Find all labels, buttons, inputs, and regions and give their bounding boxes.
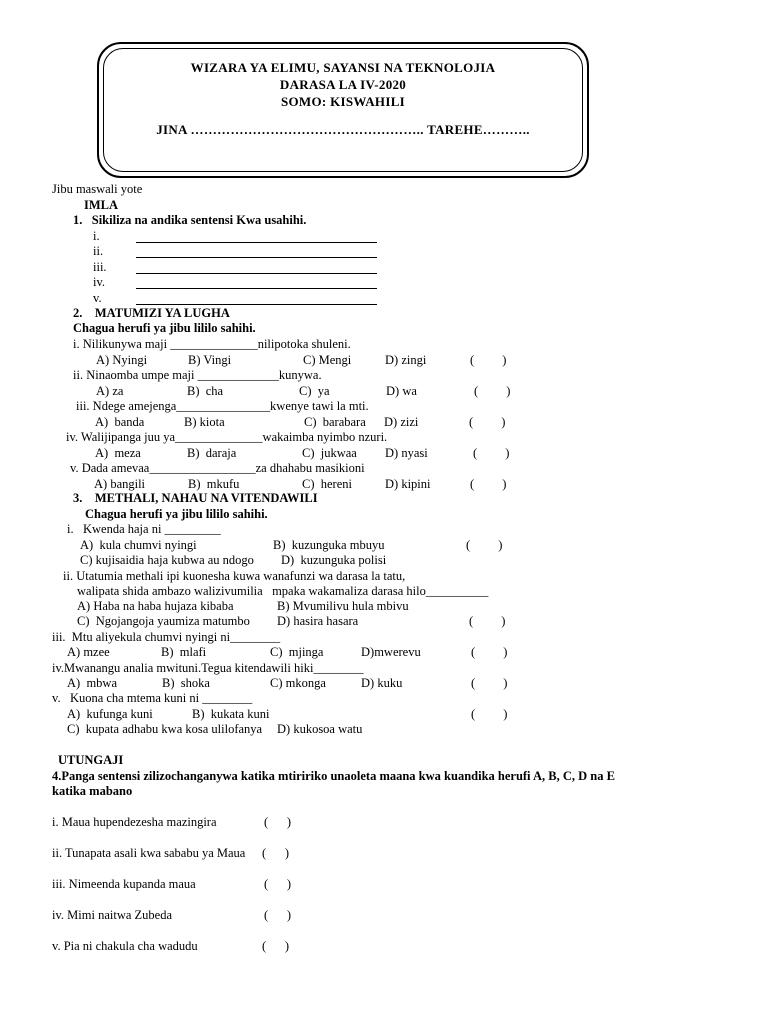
option-b: B) mkufu [188, 477, 240, 491]
answer-line[interactable] [136, 242, 377, 243]
sentence-item: iii. Nimeenda kupanda maua [52, 877, 196, 891]
answer-line[interactable] [136, 304, 377, 305]
option-a: A) mbwa [67, 676, 117, 690]
subject-title: SOMO: KISWAHILI [280, 94, 406, 109]
question-4: 4.Panga sentensi zilizochanganywa katika mtiririko unaoleta maana kwa kuandika herufi A, B, C, D na E [52, 769, 615, 783]
section-methali-title: 3. METHALI, NAHAU NA VITENDAWILI [73, 491, 318, 505]
option-a: A) Haba na haba hujaza kibaba [77, 599, 234, 613]
option-c: C) mjinga [270, 645, 324, 659]
header-box [97, 42, 589, 178]
option-a: A) za [96, 384, 124, 398]
option-d: D) kuzunguka polisi [281, 553, 387, 567]
option-d: D) kuku [361, 676, 403, 690]
option-c: C) hereni [302, 477, 352, 491]
answer-parentheses[interactable]: ( ) [262, 939, 290, 953]
option-b: B) kuzunguka mbuyu [273, 538, 385, 552]
answer-parentheses[interactable]: ( ) [264, 815, 292, 829]
option-a: A) Nyingi [96, 353, 148, 367]
option-c: C) jukwaa [302, 446, 357, 460]
answer-parentheses[interactable]: ( ) [471, 676, 508, 690]
answer-parentheses[interactable]: ( ) [470, 353, 507, 367]
option-c: C) kupata adhabu kwa kosa ulilofanya [67, 722, 263, 736]
answer-parentheses[interactable]: ( ) [471, 645, 508, 659]
option-d: D) kipini [385, 477, 431, 491]
question-text: ii. Ninaomba umpe maji _____________kunywa. [73, 368, 322, 382]
option-c: C) barabara [304, 415, 366, 429]
option-b: B) kukata kuni [192, 707, 270, 721]
option-b: B) shoka [162, 676, 210, 690]
option-c: C) Mengi [303, 353, 352, 367]
answer-line[interactable] [136, 257, 377, 258]
grade-title: DARASA LA IV-2020 [279, 77, 407, 92]
question-1: 1. Sikiliza na andika sentensi Kwa usahihi. [73, 213, 307, 227]
answer-line[interactable] [136, 273, 377, 274]
option-c: C) kujisaidia haja kubwa au ndogo [80, 553, 254, 567]
sentence-item: ii. Tunapata asali kwa sababu ya Maua [52, 846, 246, 860]
section-lugha-instruction: Chagua herufi ya jibu lililo sahihi. [73, 321, 256, 335]
option-b: B) Vingi [188, 353, 232, 367]
answer-parentheses[interactable]: ( ) [474, 384, 511, 398]
question-text: i. Nilikunywa maji ______________nilipotoka shuleni. [73, 337, 351, 351]
option-c: C) mkonga [270, 676, 326, 690]
sentence-item: i. Maua hupendezesha mazingira [52, 815, 217, 829]
question-text: i. Kwenda haja ni _________ [67, 522, 221, 536]
option-a: A) mzee [67, 645, 110, 659]
general-instruction: Jibu maswali yote [52, 182, 143, 196]
question-text: iii. Ndege amejenga_______________kwenye tawi la mti. [76, 399, 369, 413]
answer-numeral: v. [93, 291, 102, 305]
answer-parentheses[interactable]: ( ) [262, 846, 290, 860]
answer-numeral: i. [93, 229, 100, 243]
answer-parentheses[interactable]: ( ) [466, 538, 503, 552]
sentence-item: iv. Mimi naitwa Zubeda [52, 908, 172, 922]
option-d: D)mwerevu [361, 645, 421, 659]
answer-numeral: iv. [93, 275, 106, 289]
option-a: A) kula chumvi nyingi [80, 538, 197, 552]
option-b: B) kiota [184, 415, 225, 429]
answer-parentheses[interactable]: ( ) [469, 614, 506, 628]
option-d: D) kukosoa watu [277, 722, 363, 736]
answer-parentheses[interactable]: ( ) [264, 908, 292, 922]
section-utungaji-title: UTUNGAJI [58, 753, 124, 767]
answer-parentheses[interactable]: ( ) [473, 446, 510, 460]
answer-numeral: iii. [93, 260, 107, 274]
question-text: ii. Utatumia methali ipi kuonesha kuwa wanafunzi wa darasa la tatu, [63, 569, 406, 583]
question-text-continued: walipata shida ambazo walizivumilia mpaka wakamaliza darasa hilo__________ [77, 584, 489, 598]
question-text: iv.Mwanangu analia mwituni.Tegua kitendawili hiki________ [52, 661, 364, 675]
answer-line[interactable] [136, 288, 377, 289]
option-c: C) Ngojangoja yaumiza matumbo [77, 614, 250, 628]
ministry-title: WIZARA YA ELIMU, SAYANSI NA TEKNOLOJIA [190, 60, 496, 75]
answer-parentheses[interactable]: ( ) [469, 415, 506, 429]
option-d: D) nyasi [385, 446, 428, 460]
sentence-item: v. Pia ni chakula cha wadudu [52, 939, 198, 953]
question-text: iii. Mtu aliyekula chumvi nyingi ni________ [52, 630, 281, 644]
option-b: B) mlafi [161, 645, 207, 659]
option-a: A) bangili [94, 477, 146, 491]
question-text: v. Dada amevaa_________________za dhahabu masikioni [70, 461, 365, 475]
name-date-line: JINA …………………………………………….. TAREHE……….. [156, 122, 530, 137]
answer-parentheses[interactable]: ( ) [471, 707, 508, 721]
question-4-continued: katika mabano [52, 784, 133, 798]
answer-parentheses[interactable]: ( ) [264, 877, 292, 891]
option-b: B) cha [187, 384, 224, 398]
section-lugha-title: 2. MATUMIZI YA LUGHA [73, 306, 230, 320]
section-imla-title: IMLA [84, 198, 119, 212]
question-text: v. Kuona cha mtema kuni ni ________ [52, 691, 253, 705]
option-c: C) ya [299, 384, 330, 398]
option-a: A) banda [95, 415, 145, 429]
option-a: A) kufunga kuni [67, 707, 153, 721]
option-a: A) meza [95, 446, 141, 460]
answer-parentheses[interactable]: ( ) [470, 477, 507, 491]
section-methali-instruction: Chagua herufi ya jibu lililo sahihi. [85, 507, 268, 521]
option-d: D) wa [386, 384, 417, 398]
option-d: D) zingi [385, 353, 427, 367]
option-d: D) zizi [384, 415, 419, 429]
option-d: D) hasira hasara [277, 614, 359, 628]
option-b: B) daraja [187, 446, 237, 460]
answer-numeral: ii. [93, 244, 104, 258]
question-text: iv. Walijipanga juu ya______________wakaimba nyimbo nzuri. [66, 430, 388, 444]
option-b: B) Mvumilivu hula mbivu [277, 599, 409, 613]
